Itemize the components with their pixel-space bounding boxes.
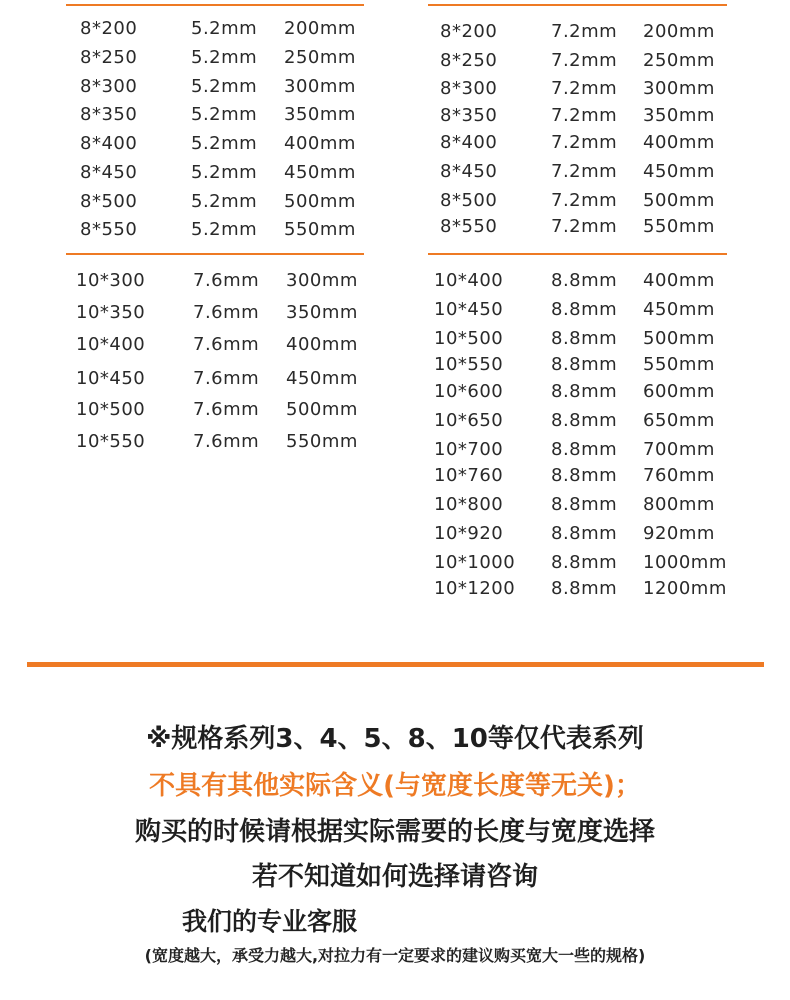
cell-length: 200mm	[643, 21, 715, 42]
cell-spec: 10*300	[76, 270, 146, 291]
cell-length: 1200mm	[643, 578, 727, 599]
cell-length: 300mm	[286, 270, 358, 291]
cell-length: 350mm	[643, 105, 715, 126]
cell-spec: 8*350	[440, 105, 498, 126]
cell-thickness: 8.8mm	[551, 354, 618, 375]
cell-spec: 10*500	[434, 328, 504, 349]
cell-spec: 10*400	[434, 270, 504, 291]
cell-spec: 8*550	[80, 219, 138, 240]
cell-thickness: 8.8mm	[551, 578, 618, 599]
cell-length: 500mm	[284, 191, 356, 212]
divider-mid-left	[66, 253, 364, 255]
cell-length: 500mm	[286, 399, 358, 420]
cell-length: 350mm	[286, 302, 358, 323]
cell-length: 500mm	[643, 190, 715, 211]
cell-length: 550mm	[643, 354, 715, 375]
cell-thickness: 5.2mm	[191, 219, 258, 240]
note-choose-by-need: 购买的时候请根据实际需要的长度与宽度选择	[134, 817, 655, 847]
cell-length: 600mm	[643, 381, 715, 402]
cell-thickness: 8.8mm	[551, 439, 618, 460]
cell-thickness: 8.8mm	[551, 552, 618, 573]
cell-thickness: 7.2mm	[551, 216, 618, 237]
cell-length: 350mm	[284, 104, 356, 125]
cell-length: 760mm	[643, 465, 715, 486]
section-divider	[27, 662, 764, 667]
cell-spec: 10*1000	[434, 552, 516, 573]
divider-top-left	[66, 4, 364, 6]
cell-spec: 8*200	[80, 18, 138, 39]
cell-length: 300mm	[284, 76, 356, 97]
cell-thickness: 7.6mm	[193, 431, 260, 452]
cell-spec: 8*400	[80, 133, 138, 154]
cell-spec: 10*400	[76, 334, 146, 355]
cell-thickness: 7.2mm	[551, 132, 618, 153]
cell-spec: 8*350	[80, 104, 138, 125]
cell-length: 450mm	[643, 161, 715, 182]
cell-length: 450mm	[284, 162, 356, 183]
cell-thickness: 8.8mm	[551, 465, 618, 486]
cell-spec: 8*250	[80, 47, 138, 68]
cell-length: 400mm	[284, 133, 356, 154]
cell-spec: 10*650	[434, 410, 504, 431]
cell-spec: 10*500	[76, 399, 146, 420]
cell-spec: 8*450	[80, 162, 138, 183]
cell-spec: 8*250	[440, 50, 498, 71]
note-customer-service: 我们的专业客服	[182, 907, 358, 936]
cell-thickness: 8.8mm	[551, 494, 618, 515]
cell-thickness: 8.8mm	[551, 523, 618, 544]
cell-length: 450mm	[643, 299, 715, 320]
cell-length: 400mm	[643, 132, 715, 153]
cell-spec: 10*920	[434, 523, 504, 544]
cell-length: 250mm	[284, 47, 356, 68]
cell-length: 400mm	[643, 270, 715, 291]
cell-length: 920mm	[643, 523, 715, 544]
divider-mid-right	[428, 253, 727, 255]
cell-spec: 10*800	[434, 494, 504, 515]
cell-thickness: 7.6mm	[193, 399, 260, 420]
cell-spec: 8*300	[440, 78, 498, 99]
note-consult: 若不知道如何选择请咨询	[251, 862, 538, 892]
cell-thickness: 7.2mm	[551, 50, 618, 71]
cell-spec: 8*450	[440, 161, 498, 182]
cell-spec: 8*500	[80, 191, 138, 212]
cell-spec: 8*500	[440, 190, 498, 211]
cell-thickness: 5.2mm	[191, 47, 258, 68]
divider-top-right	[428, 4, 727, 6]
cell-thickness: 7.6mm	[193, 270, 260, 291]
cell-length: 250mm	[643, 50, 715, 71]
cell-thickness: 7.6mm	[193, 334, 260, 355]
cell-spec: 10*350	[76, 302, 146, 323]
cell-spec: 10*550	[76, 431, 146, 452]
cell-thickness: 5.2mm	[191, 18, 258, 39]
cell-spec: 10*1200	[434, 578, 516, 599]
cell-spec: 8*400	[440, 132, 498, 153]
cell-length: 800mm	[643, 494, 715, 515]
cell-thickness: 5.2mm	[191, 104, 258, 125]
cell-length: 450mm	[286, 368, 358, 389]
cell-length: 300mm	[643, 78, 715, 99]
note-no-other-meaning: 不具有其他实际含义(与宽度长度等无关)；	[149, 771, 641, 801]
cell-thickness: 7.2mm	[551, 21, 618, 42]
cell-thickness: 8.8mm	[551, 410, 618, 431]
cell-thickness: 5.2mm	[191, 191, 258, 212]
cell-spec: 10*600	[434, 381, 504, 402]
note-width-advice: (宽度越大，承受力越大,对拉力有一定要求的建议购买宽大一些的规格)	[144, 946, 646, 965]
cell-spec: 8*550	[440, 216, 498, 237]
cell-thickness: 7.2mm	[551, 161, 618, 182]
cell-thickness: 7.2mm	[551, 105, 618, 126]
cell-thickness: 8.8mm	[551, 328, 618, 349]
cell-spec: 10*550	[434, 354, 504, 375]
cell-thickness: 7.6mm	[193, 368, 260, 389]
cell-thickness: 7.2mm	[551, 190, 618, 211]
cell-length: 550mm	[286, 431, 358, 452]
cell-length: 550mm	[643, 216, 715, 237]
cell-length: 400mm	[286, 334, 358, 355]
cell-thickness: 8.8mm	[551, 270, 618, 291]
cell-spec: 10*700	[434, 439, 504, 460]
cell-thickness: 8.8mm	[551, 381, 618, 402]
cell-thickness: 8.8mm	[551, 299, 618, 320]
cell-length: 650mm	[643, 410, 715, 431]
cell-length: 550mm	[284, 219, 356, 240]
cell-thickness: 7.6mm	[193, 302, 260, 323]
cell-thickness: 5.2mm	[191, 133, 258, 154]
cell-thickness: 7.2mm	[551, 78, 618, 99]
cell-spec: 8*300	[80, 76, 138, 97]
cell-spec: 10*760	[434, 465, 504, 486]
cell-length: 500mm	[643, 328, 715, 349]
cell-thickness: 5.2mm	[191, 76, 258, 97]
cell-spec: 8*200	[440, 21, 498, 42]
cell-spec: 10*450	[76, 368, 146, 389]
cell-thickness: 5.2mm	[191, 162, 258, 183]
cell-length: 1000mm	[643, 552, 727, 573]
cell-spec: 10*450	[434, 299, 504, 320]
cell-length: 200mm	[284, 18, 356, 39]
note-series-meaning: ※规格系列3、4、5、8、10等仅代表系列	[146, 724, 644, 754]
cell-length: 700mm	[643, 439, 715, 460]
